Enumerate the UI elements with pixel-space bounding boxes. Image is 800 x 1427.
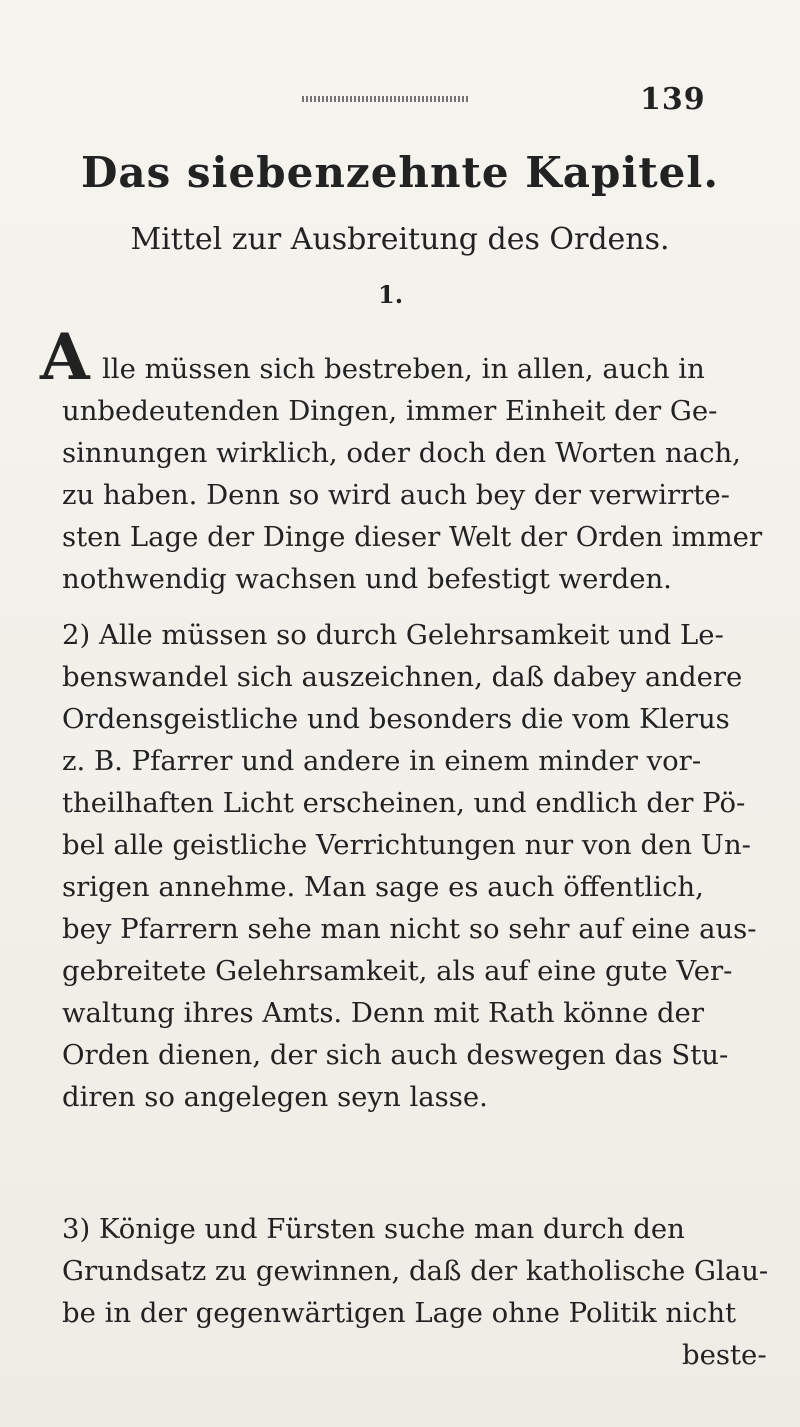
drop-cap: A [40,320,90,395]
text-line: nothwendig wachsen und befestigt werden. [62,563,672,595]
paragraph-2 [62,614,757,1118]
page-number: 139 [640,82,706,117]
text-line: theilhaften Licht erscheinen, und endlich der Pö- [62,787,746,819]
text-line: benswandel sich auszeichnen, daß dabey andere [62,661,743,693]
text-line: 2) Alle müssen so durch Gelehrsamkeit und Le- [62,619,724,651]
text-line: beste- [682,1339,767,1371]
section-number: 1. [378,280,404,309]
chapter-title: Das siebenzehnte Kapitel. [81,148,719,197]
text-line: Ordensgeistliche und besonders die vom Klerus [62,703,730,735]
paragraph-3 [62,1208,769,1376]
text-line: gebreitete Gelehrsamkeit, als auf eine gute Ver- [62,955,733,987]
text-line: bey Pfarrern sehe man nicht so sehr auf eine aus- [62,913,757,945]
text-line: Grundsatz zu gewinnen, daß der katholische Glau- [62,1255,769,1287]
text-line: waltung ihres Amts. Denn mit Rath könne der [62,997,704,1029]
text-line: sten Lage der Dinge dieser Welt der Orden immer [62,521,763,553]
text-line: srigen annehme. Man sage es auch öffentlich, [62,871,704,903]
text-line: z. B. Pfarrer und andere in einem minder vor- [62,745,702,777]
text-line: 3) Könige und Fürsten suche man durch den [62,1213,685,1245]
text-line: unbedeutenden Dingen, immer Einheit der Ge- [62,395,718,427]
text-line: bel alle geistliche Verrichtungen nur von den Un- [62,829,751,861]
header-rule [302,96,470,102]
text-line: be in der gegenwärtigen Lage ohne Politik nicht [62,1297,737,1329]
chapter-subtitle: Mittel zur Ausbreitung des Ordens. [130,222,670,257]
text-line: lle müssen sich bestreben, in allen, auch in [102,353,705,385]
text-line: sinnungen wirklich, oder doch den Worten nach, [62,437,741,469]
paragraph-1 [62,348,763,600]
text-line: zu haben. Denn so wird auch bey der verwirrte- [62,479,730,511]
text-line: diren so angelegen seyn lasse. [62,1081,488,1113]
text-line: Orden dienen, der sich auch deswegen das Stu- [62,1039,729,1071]
